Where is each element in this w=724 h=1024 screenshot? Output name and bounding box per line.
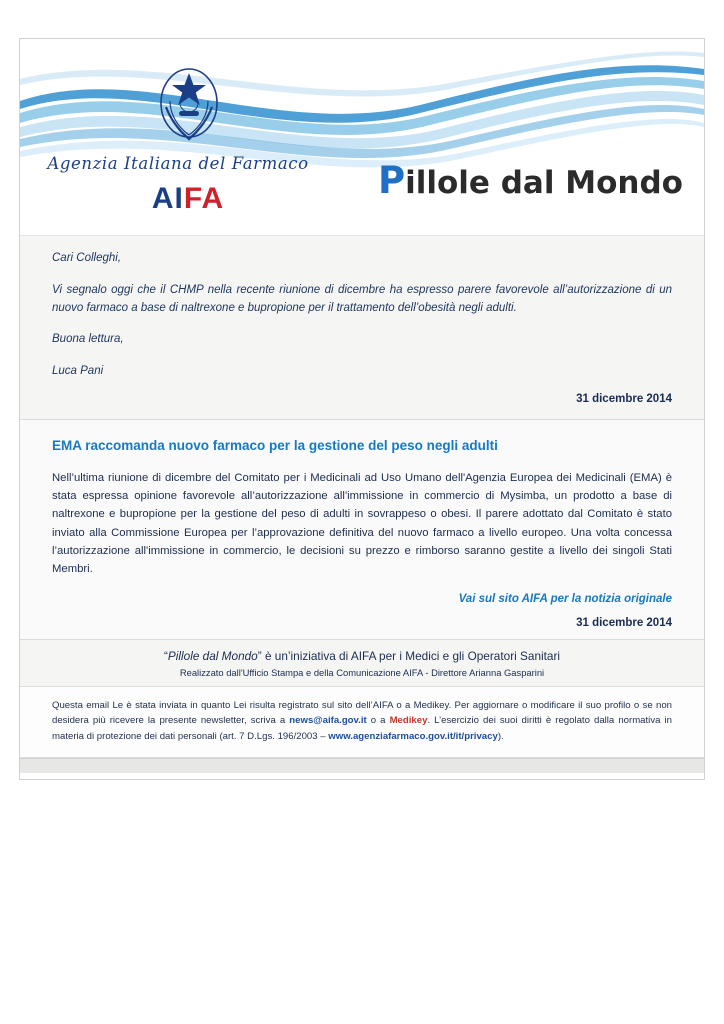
- footer-privacy-link[interactable]: www.agenziafarmaco.gov.it/it/privacy: [328, 730, 498, 742]
- footer-text: [52, 698, 672, 745]
- newsletter-masthead: [20, 39, 704, 236]
- intro-paragraph: Vi segnalo oggi che il CHMP nella recente riunione di dicembre ha espresso parere favorevole all’autorizzazione di un nuovo farmaco a base di naltrexone e bupropione per il trattamento dell’obesità negli adulti.: [52, 283, 672, 314]
- newsletter-title: [378, 159, 683, 202]
- wave-decoration-icon: [20, 39, 704, 235]
- aifa-logo-ai: AI: [151, 182, 184, 215]
- initiative-line-1-rest: ” è un’iniziativa di AIFA per i Medici e gli Operatori Sanitari: [257, 648, 561, 663]
- article-source-link[interactable]: Vai sul sito AIFA per la notizia originale: [458, 592, 672, 605]
- article-body: Nell’ultima riunione di dicembre del Comitato per i Medicinali ad Uso Umano dell'Agenzia Europea dei Medicinali (EMA) è stata espressa opinione favorevole all’autorizzazione all'immissione in commercio di Mysimba, un prodotto a base di naltrexone e bupropione per la gestione del peso di adulti in sovrappeso o obesi. Il parere adottato dal Comitato è stato inviato alla Commissione Europea per l’approvazione definitiva del nuovo farmaco a livello europeo. Una volta concessa l’autorizzazione all'immissione in commercio, le decisioni su prezzo e rimborso saranno gestite a livello dei singoli Stati Membri.: [52, 471, 672, 576]
- footer-section: [20, 687, 704, 759]
- article-section: [20, 420, 704, 640]
- footer-part-1: Questa email Le è stata inviata in quanto Lei risulta registrato sul sito dell’AIFA o a Medikey. Per aggiornare o modificare il suo profilo o se non desidera più ricevere la presente newsletter, scriva a: [52, 699, 672, 727]
- initiative-line-1: [52, 649, 672, 663]
- article-title: EMA raccomanda nuovo farmaco per la gestione del peso negli adulti: [52, 437, 498, 453]
- bottom-strip: [20, 758, 704, 773]
- initiative-section: [20, 640, 704, 687]
- footer-email-link[interactable]: news@aifa.gov.it: [289, 715, 367, 727]
- footer-part-2: o a: [366, 715, 390, 727]
- newsletter-container: [19, 38, 705, 780]
- aifa-logo-fa: FA: [183, 182, 225, 215]
- newsletter-title-rest: illole dal Mondo: [405, 165, 683, 201]
- aifa-logo: [139, 182, 237, 216]
- footer-part-3: . L’esercizio dei suoi diritti è regolato dalla normativa in materia di protezione dei dati personali (art. 7 D.Lgs. 196/2003 –: [52, 715, 672, 742]
- newsletter-title-initial: P: [378, 159, 406, 202]
- footer-medikey-link[interactable]: Medikey: [389, 715, 428, 727]
- italian-republic-emblem-icon: [150, 57, 228, 153]
- footer-part-4: ).: [497, 730, 504, 742]
- bottom-strip-spacer: [20, 773, 704, 779]
- initiative-line-2: Realizzato dall'Ufficio Stampa e della Comunicazione AIFA - Direttore Arianna Gasparini: [179, 666, 545, 678]
- article-date: 31 dicembre 2014: [576, 616, 672, 629]
- intro-greeting: Cari Colleghi,: [52, 252, 122, 264]
- intro-date: 31 dicembre 2014: [576, 393, 672, 406]
- initiative-quote-open: “: [163, 648, 168, 663]
- intro-signature: Luca Pani: [52, 365, 104, 378]
- initiative-title: Pillole dal Mondo: [167, 648, 258, 663]
- intro-closing: Buona lettura,: [52, 333, 124, 346]
- intro-section: [20, 236, 704, 420]
- agency-name: Agenzia Italiana del Farmaco: [47, 154, 309, 173]
